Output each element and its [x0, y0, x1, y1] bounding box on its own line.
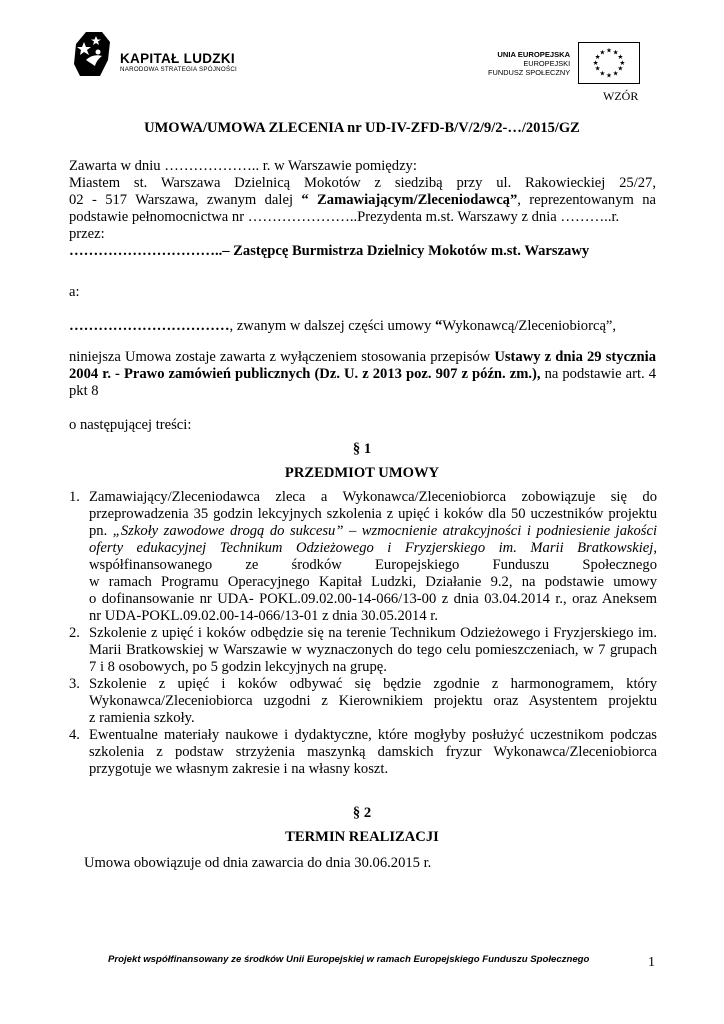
representative-line: …………………………..– Zastępcę Burmistrza Dzielnicy Mokotów m.st. Warszawy — [69, 243, 590, 259]
template-label: WZÓR — [603, 89, 639, 103]
section-1-heading: PRZEDMIOT UMOWY — [284, 465, 440, 481]
logo-title: KAPITAŁ LUDZKI — [120, 51, 235, 66]
document-title: UMOWA/UMOWA ZLECENIA nr UD-IV-ZFD-B/V/2/9/2-…/2015/GZ — [144, 120, 580, 136]
svg-text:★: ★ — [606, 71, 613, 80]
eu-flag-icon — [578, 42, 640, 84]
intro-line: 02 - 517 Warszawa, zwanym dalej “ Zamawiającym/Zleceniodawcą”, reprezentowanym na — [69, 192, 656, 208]
svg-text:★: ★ — [606, 46, 613, 55]
logo-subtitle: NARODOWA STRATEGIA SPÓJNOŚCI — [120, 66, 238, 73]
page-number: 1 — [648, 955, 655, 970]
svg-text:★: ★ — [592, 58, 599, 67]
party-name: “ Zamawiającym/Zleceniodawcą” — [301, 192, 518, 208]
svg-text:★: ★ — [612, 69, 619, 78]
kapital-ludzki-logo — [72, 30, 237, 78]
intro-paragraph — [69, 158, 656, 260]
footer-text: Projekt współfinansowany ze środków Unii Europejskiej w ramach Europejskiego Funduszu Społecznego — [108, 954, 590, 965]
svg-text:★: ★ — [599, 69, 606, 78]
intro-line: Miastem st. Warszawa Dzielnicą Mokotów z siedzibą przy ul. Rakowieckiej 25/27, — [69, 175, 656, 191]
section-1-list — [69, 489, 657, 778]
list-item: 4. Ewentualne materiały naukowe i dydaktyczne, które mogłyby posłużyć uczestnikom podczas szkolenia z podstaw strzyżenia maszynką damskich fryzur Wykonawca/Zleceniobiorca przygotuje we własnym zakresie i na własny koszt. — [69, 727, 657, 777]
svg-text:★: ★ — [617, 64, 624, 73]
list-item: 2. Szkolenie z upięć i koków odbędzie się na terenie Technikum Odzieżowego i Fryzjerskiego im. Marii Bratkowskiej w Warszawie w wyznaczonych do tego celu pomieszczeniach, w 7 grupach 7 i 8 osobowych, po 5 godzin lekcyjnych na grupę. — [69, 625, 657, 675]
a-label: a: — [69, 284, 80, 300]
list-item: 1. Zamawiający/Zleceniodawca zleca a Wykonawca/Zleceniobiorca zobowiązuje się do przeprowadzenia 35 godzin lekcyjnych szkolenia z upięć i koków dla 50 uczestników projektu pn. „Szkoły zawodowe drogą do sukcesu” – wzmocnienie atrakcyjności i podniesienie jakości oferty edukacyjnej Technikum Odzieżowego i Fryzjerskiego im. Marii Bratkowskiej, współfinansowanego ze środków Europejskiego Funduszu Społecznego w ramach Programu Operacyjnego Kapitał Ludzki, Działanie 9.2, na podstawie umowy o dofinansowanie nr UDA- POKL.09.02.00-14-066/13-00 z dnia 03.04.2014 r., oraz Aneksem nr UDA-POKL.09.02.00-14-066/13-01 z dnia 30.05.2014 r. — [69, 489, 657, 624]
svg-text:★: ★ — [617, 53, 624, 62]
svg-text:★: ★ — [612, 48, 619, 57]
law-paragraph: niniejsza Umowa zostaje zawarta z wyłączeniem stosowania przepisów Ustawy z dnia 29 stycznia 2004 r. - Prawo zamówień publicznych (Dz. U. z 2013 poz. 907 z późn. zm.), na podstawie art. 4 pkt 8 — [69, 349, 656, 399]
svg-text:★: ★ — [619, 58, 626, 67]
section-2-heading: TERMIN REALIZACJI — [285, 829, 439, 845]
content-intro: o następującej treści: — [69, 417, 192, 433]
section-1-number: § 1 — [352, 441, 372, 457]
intro-line: Zawarta w dniu ……………….. r. w Warszawie pomiędzy: — [69, 158, 417, 174]
eu-line-2: EUROPEJSKI — [523, 58, 571, 68]
section-2-text: Umowa obowiązuje od dnia zawarcia do dnia 30.06.2015 r. — [84, 855, 432, 871]
section-2-number: § 2 — [352, 805, 372, 821]
contractor-line: ……………………………, zwanym w dalszej części umowy “Wykonawcą/Zleceniobiorcą”, — [69, 318, 617, 334]
intro-line: podstawie pełnomocnictwa nr …………………..Prezydenta m.st. Warszawy z dnia ………..r. — [69, 209, 620, 225]
kapital-ludzki-emblem-icon — [72, 30, 112, 78]
list-item: 3. Szkolenie z upięć i koków odbywać się będzie zgodnie z harmonogramem, który Wykonawca/Zleceniobiorca uzgodni z Kierownikiem projektu oraz Asystentem projektu z ramienia szkoły. — [69, 676, 657, 726]
svg-text:★: ★ — [594, 64, 601, 73]
eu-logo — [488, 42, 640, 84]
eu-line-3: FUNDUSZ SPOŁECZNY — [488, 67, 571, 77]
svg-text:★: ★ — [599, 48, 606, 57]
eu-line-1: UNIA EUROPEJSKA — [497, 49, 571, 59]
svg-text:★: ★ — [594, 53, 601, 62]
intro-line: przez: — [69, 226, 105, 242]
